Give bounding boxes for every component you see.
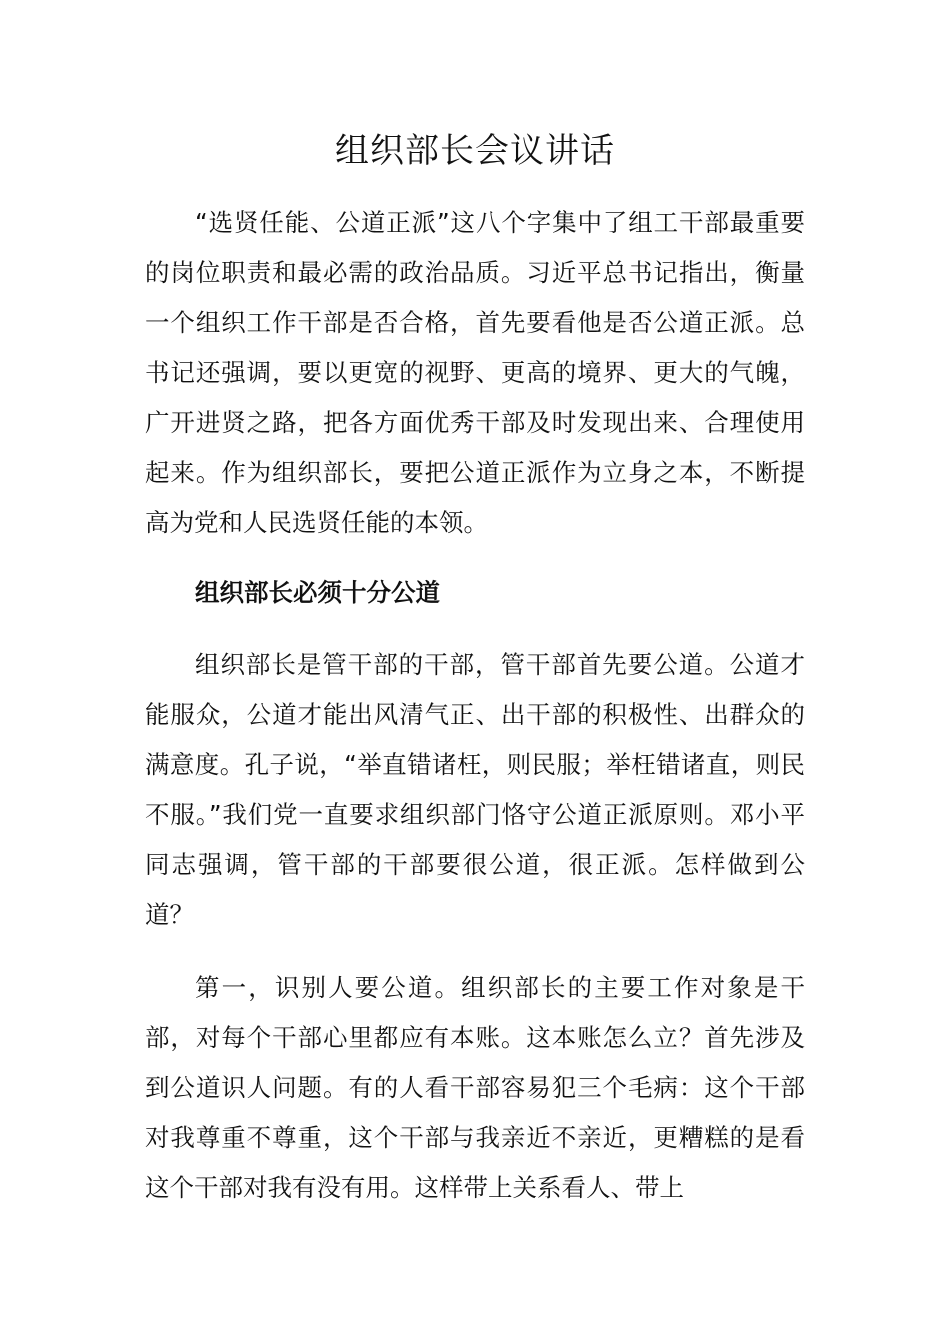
section-heading: 组织部长必须十分公道 — [195, 578, 440, 607]
document-title: 组织部长会议讲话 — [335, 131, 615, 171]
intro-paragraph: “选贤任能、公道正派”这八个字集中了组工干部最重要的岗位职责和最必需的政治品质。习近平总书记指出，衡量一个组织工作干部是否合格，首先要看他是否公道正派。总书记还强调，要以更宽的视野、更高的境界、更大的气魄，广开进贤之路，把各方面优秀干部及时发现出来、合理使用起来。作为组织部长，要把公道正派作为立身之本，不断提高为党和人民选贤任能的本领。 — [145, 208, 805, 537]
section-paragraph-2: 第一，识别人要公道。组织部长的主要工作对象是干部，对每个干部心里都应有本账。这本账怎么立？首先涉及到公道识人问题。有的人看干部容易犯三个毛病：这个干部对我尊重不尊重，这个干部与我亲近不亲近，更糟糕的是看这个干部对我有没有用。这样带上关系看人、带上 — [145, 973, 805, 1202]
section-paragraph-1: 组织部长是管干部的干部，管干部首先要公道。公道才能服众，公道才能出风清气正、出干部的积极性、出群众的满意度。孔子说，“举直错诸枉，则民服；举枉错诸直，则民不服。”我们党一直要求组织部门恪守公道正派原则。邓小平同志强调，管干部的干部要很公道，很正派。怎样做到公道？ — [145, 650, 805, 929]
